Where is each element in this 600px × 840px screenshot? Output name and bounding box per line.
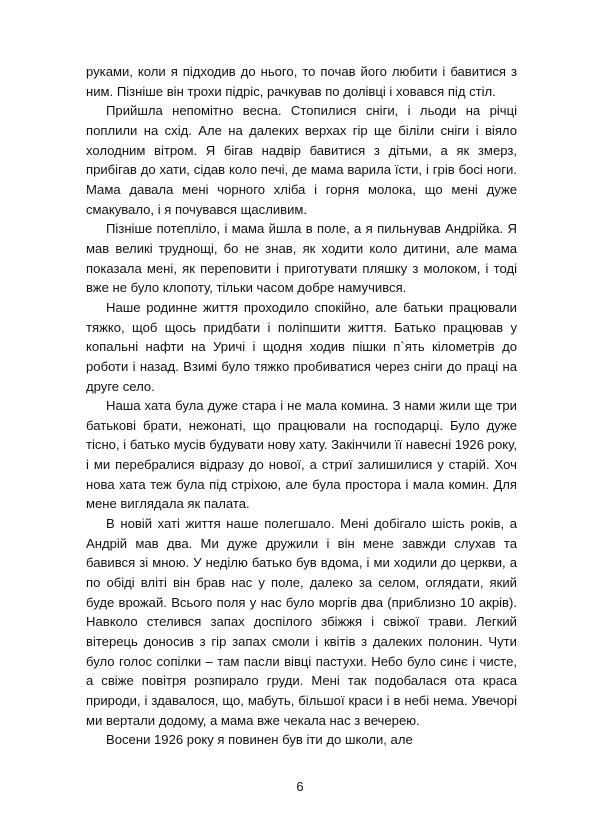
paragraph-2: Прийшла непомітно весна. Стопилися сніги, і льоди на річці поплили на схід. Але на далеких верхах гір ще біліли сніги і віяло холодним вітром. Я бігав надвір бавитися з дітьми, а як змерз, прибігав до хати, сідав коло печі, де мама варила їсти, і грів босі ноги. Мама давала мені чорного хліба і горня молока, що мені дуже смакувало, і я почувався щасливим. xyxy=(86,103,517,217)
paragraph-3: Пізніше потепліло, і мама йшла в поле, а я пильнував Андрійка. Я мав великі труднощі, бо не знав, як ходити коло дитини, але мама показала мені, як переповити і приготувати пляшку з молоком, і тоді вже не було клопоту, тільки часом добре намучився. xyxy=(86,221,517,296)
paragraph-4: Наше родинне життя проходило спокійно, але батьки працювали тяжко, щоб щось придбати і поліпшити життя. Батько працював у копальні нафти на Уричі і щодня ходив пішки п`ять кілометрів до роботи і назад. Взимі було тяжко пробиватися через сніги до праці на друге село. xyxy=(86,299,517,394)
paragraph-1: руками, коли я підходив до нього, то почав його любити і бавитися з ним. Пізніше він трохи підріс, рачкував по долівці і ховався під стіл. xyxy=(86,64,517,99)
document-page xyxy=(86,62,517,750)
paragraph-6: В новій хаті життя наше полегшало. Мені добігало шість років, а Андрій мав два. Ми дуже дружили і він мене завжди слухав та бавився зі мною. У неділю батько був вдома, і ми ходили до церкви, а по обіді вліті він брав нас у поле, далеко за селом, оглядати, який буде врожай. Всього поля у нас було моргів два (приблизно 10 акрів). Навколо стелився запах доспілого збіжжя і свіжої трави. Легкий вітерець доносив з гір запах смоли і квітів з далеких полонин. Чути було голос сопілки – там пасли вівці пастухи. Небо було синє і чисте, а свіже повітря розпирало груди. Мені так подобалася ота краса природи, і здавалося, що, мабуть, більшої краси і в небі нема. Увечорі ми вертали додому, а мама вже чекала нас з вечерею. xyxy=(86,516,517,728)
paragraph-7: Восени 1926 року я повинен був іти до школи, але xyxy=(106,732,413,748)
paragraph-5: Наша хата була дуже стара і не мала комина. З нами жили ще три батькові брати, нежонаті, що працювали на господарці. Було дуже тісно, і батько мусів будувати нову хату. Закінчили її навесні 1926 року, і ми перебралися відразу до нової, а стриї залишилися у старій. Хоч нова хата теж була під стріхою, але була простора і мала комин. Для мене виглядала як палата. xyxy=(86,398,517,512)
page-number: 6 xyxy=(296,779,304,794)
